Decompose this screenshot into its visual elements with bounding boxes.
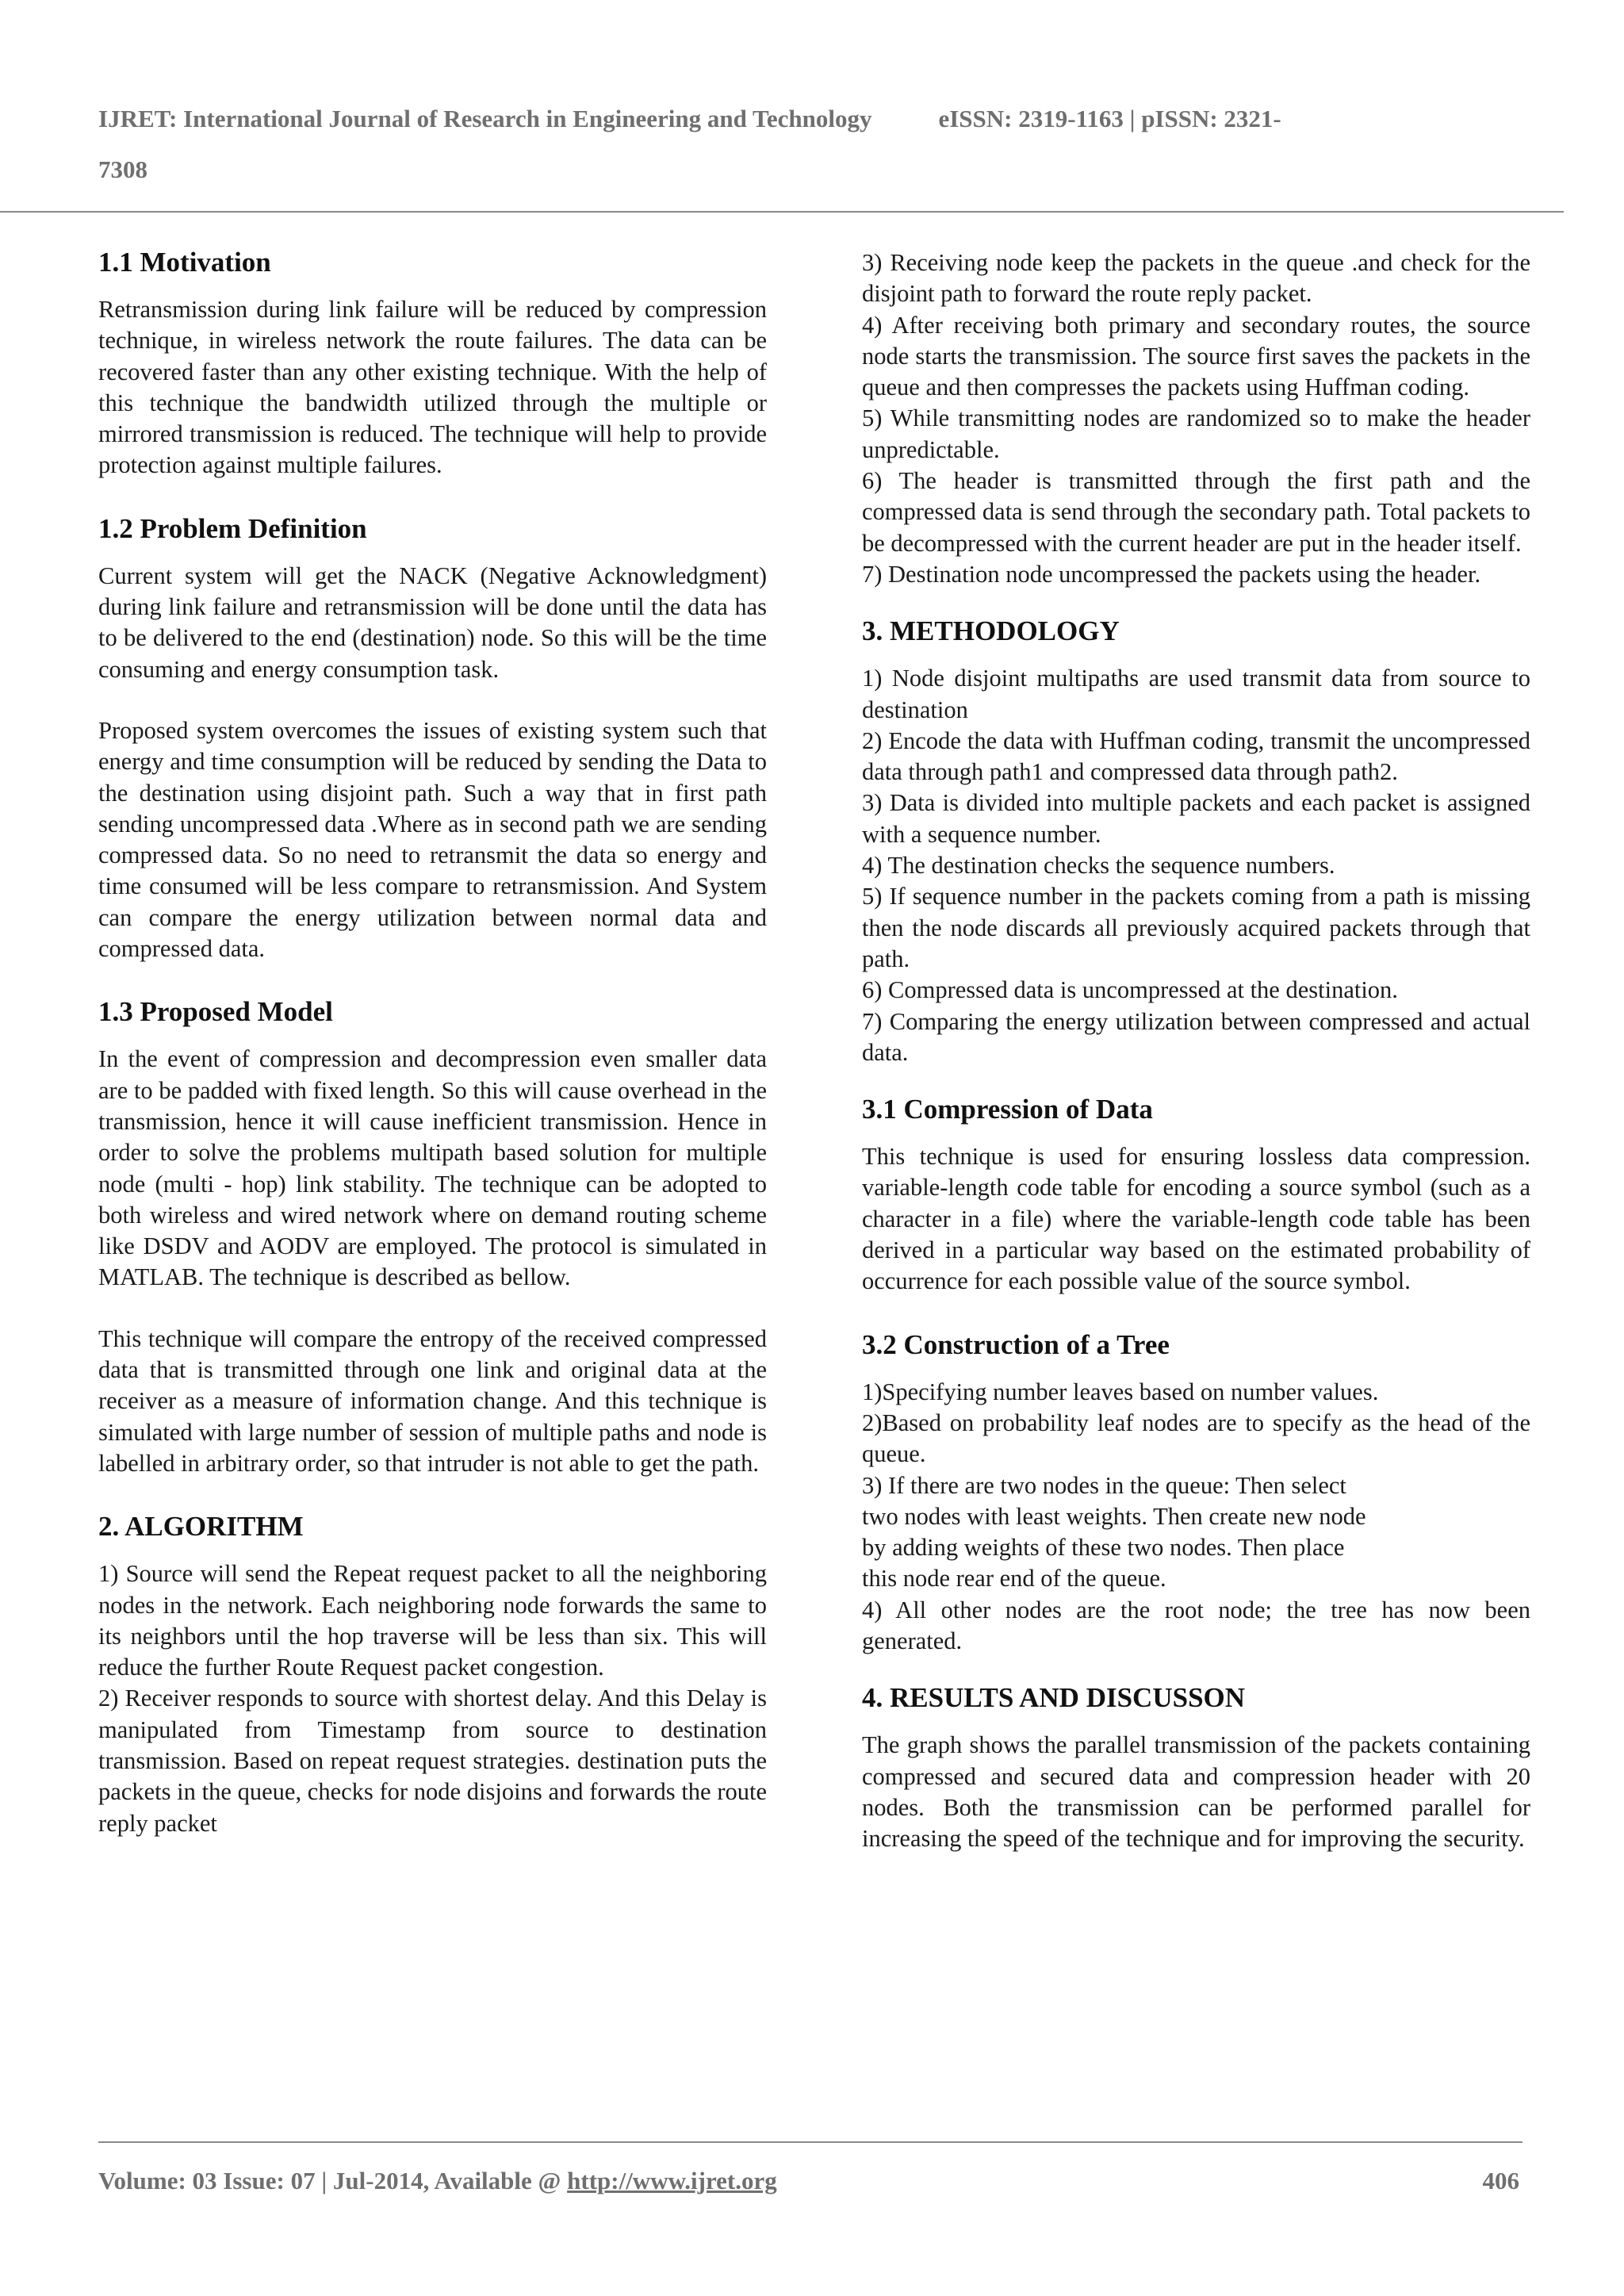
section-title-algorithm: 2. ALGORITHM bbox=[98, 1511, 304, 1543]
algorithm-step-2: 2) Receiver responds to source with shortest delay. And this Delay is manipulated from Timestamp from source to destination transmission. Based on repeat request strategies. destination puts the packets in the queue, checks for node disjoins and forwards the route reply packet bbox=[98, 1685, 767, 1837]
algorithm-step-7: 7) Destination node uncompressed the packets using the header. bbox=[862, 560, 1481, 588]
footer-rule bbox=[98, 2141, 1522, 2143]
results-paragraph: The graph shows the parallel transmission of the packets containing compressed and secured data and compression header with 20 nodes. Both the transmission can be performed parallel for increasing the speed of the technique and for improving the security. bbox=[862, 1731, 1530, 1853]
section-title-motivation: 1.1 Motivation bbox=[98, 247, 271, 278]
left-column bbox=[98, 245, 767, 1863]
motivation-paragraph: Retransmission during link failure will be reduced by compression technique, in wireless network the route failures. The data can be recovered faster than any other existing technique. With the help of this technique the bandwidth utilized through the multiple or mirrored transmission is reduced. The technique will help to provide protection against multiple failures. bbox=[98, 296, 767, 479]
tree-step-3-line-3: by adding weights of these two nodes. Then place bbox=[862, 1534, 1345, 1562]
tree-step-1: 1)Specifying number leaves based on number values. bbox=[862, 1378, 1379, 1405]
algorithm-step-5: 5) While transmitting nodes are randomized so to make the header unpredictable. bbox=[862, 404, 1530, 463]
algorithm-step-1: 1) Source will send the Repeat request packet to all the neighboring nodes in the network. Each neighboring node forwards the same to its neighbors until the hop traverse will be less than six. This will reduce the further Route Request packet congestion. bbox=[98, 1560, 767, 1681]
algorithm-steps bbox=[98, 1558, 767, 1839]
proposed-model-paragraph-1: In the event of compression and decompression even smaller data are to be padded with fixed length. So this will cause overhead in the transmission, hence it will cause inefficient transmission. Hence in order to solve the problems multipath based solution for multiple node (multi - hop) link stability. The technique can be adopted to both wireless and wired network where on demand routing scheme like DSDV and AODV are employed. The protocol is simulated in MATLAB. The technique is described as bellow. bbox=[98, 1045, 767, 1291]
problem-definition-paragraph-2: Proposed system overcomes the issues of existing system such that energy and time consumption will be reduced by sending the Data to the destination using disjoint path. Such a way that in first path sending uncompressed data .Where as in second path we are sending compressed data. So no need to retransmit the data so energy and time consumed will be less compare to retransmission. And System can compare the energy utilization between normal data and compressed data. bbox=[98, 716, 767, 963]
proposed-model-paragraph-2: This technique will compare the entropy of the received compressed data that is transmitted through one link and original data at the receiver as a measure of information change. And this technique is simulated with large number of session of multiple paths and node is labelled in arbitrary order, so that intruder is not able to get the path. bbox=[98, 1324, 767, 1477]
section-title-problem-definition: 1.2 Problem Definition bbox=[98, 512, 367, 544]
section-title-compression-of-data: 3.1 Compression of Data bbox=[862, 1094, 1153, 1125]
methodology-step-5: 5) If sequence number in the packets coming from a path is missing then the node discards all previously acquired packets through that path. bbox=[862, 883, 1530, 972]
methodology-step-2: 2) Encode the data with Huffman coding, transmit the uncompressed data through path1 and compressed data through path2. bbox=[862, 726, 1530, 786]
algorithm-step-6: 6) The header is transmitted through the first path and the compressed data is send through the secondary path. Total packets to be decompressed with the current header are put in the header itself. bbox=[862, 467, 1530, 557]
issn: eISSN: 2319-1163 | pISSN: 2321- bbox=[938, 105, 1281, 132]
tree-step-2: 2)Based on probability leaf nodes are to specify as the head of the queue. bbox=[862, 1409, 1530, 1468]
section-title-construction-of-tree: 3.2 Construction of a Tree bbox=[862, 1328, 1170, 1360]
algorithm-step-4: 4) After receiving both primary and secondary routes, the source node starts the transmission. The source first saves the packets in the queue and then compresses the packets using Huffman coding. bbox=[862, 311, 1530, 401]
header-rule bbox=[0, 211, 1564, 213]
tree-step-3-line-1: 3) If there are two nodes in the queue: Then select bbox=[862, 1471, 1346, 1499]
tree-step-4: 4) All other nodes are the root node; the tree has now been generated. bbox=[862, 1596, 1530, 1654]
running-header bbox=[98, 94, 1510, 195]
page-number: 406 bbox=[1482, 2167, 1519, 2194]
methodology-step-6: 6) Compressed data is uncompressed at the destination. bbox=[862, 976, 1398, 1004]
journal-link[interactable]: http://www.ijret.org bbox=[567, 2167, 777, 2194]
compression-of-data-paragraph: This technique is used for ensuring lossless data compression. variable-length code table for encoding a source symbol (such as a character in a file) where the variable-length code table has been derived in a particular way based on the estimated probability of occurrence for each possible value of the source symbol. bbox=[862, 1143, 1530, 1295]
methodology-step-4: 4) The destination checks the sequence numbers. bbox=[862, 852, 1335, 880]
section-title-methodology: 3. METHODOLOGY bbox=[862, 615, 1120, 647]
algorithm-step-3: 3) Receiving node keep the packets in the queue .and check for the disjoint path to forward the route reply packet. bbox=[862, 249, 1530, 308]
problem-definition-paragraph-1: Current system will get the NACK (Negative Acknowledgment) during link failure and retransmission will be done until the data has to be delivered to the end (destination) node. So this will be the time consuming and energy consumption task. bbox=[98, 562, 767, 683]
methodology-steps bbox=[862, 663, 1530, 1068]
section-title-proposed-model: 1.3 Proposed Model bbox=[98, 996, 333, 1028]
volume-info: Volume: 03 Issue: 07 | Jul-2014, Available @ bbox=[98, 2167, 568, 2194]
methodology-step-3: 3) Data is divided into multiple packets and each packet is assigned with a sequence number. bbox=[862, 789, 1530, 848]
section-title-results: 4. RESULTS AND DISCUSSON bbox=[862, 1682, 1246, 1714]
page-footer bbox=[98, 2165, 1522, 2197]
methodology-step-7: 7) Comparing the energy utilization between compressed and actual data. bbox=[862, 1007, 1530, 1066]
tree-step-3-line-2: two nodes with least weights. Then create new node bbox=[862, 1502, 1366, 1530]
tree-step-3-line-4: this node rear end of the queue. bbox=[862, 1565, 1166, 1593]
journal-name: IJRET: International Journal of Research in Engineering and Technology bbox=[98, 105, 872, 132]
algorithm-steps-continued bbox=[862, 247, 1530, 590]
methodology-step-1: 1) Node disjoint multipaths are used transmit data from source to destination bbox=[862, 665, 1530, 723]
right-column bbox=[862, 247, 1530, 1884]
issn-continuation: 7308 bbox=[98, 155, 147, 183]
tree-construction-steps bbox=[862, 1377, 1530, 1658]
